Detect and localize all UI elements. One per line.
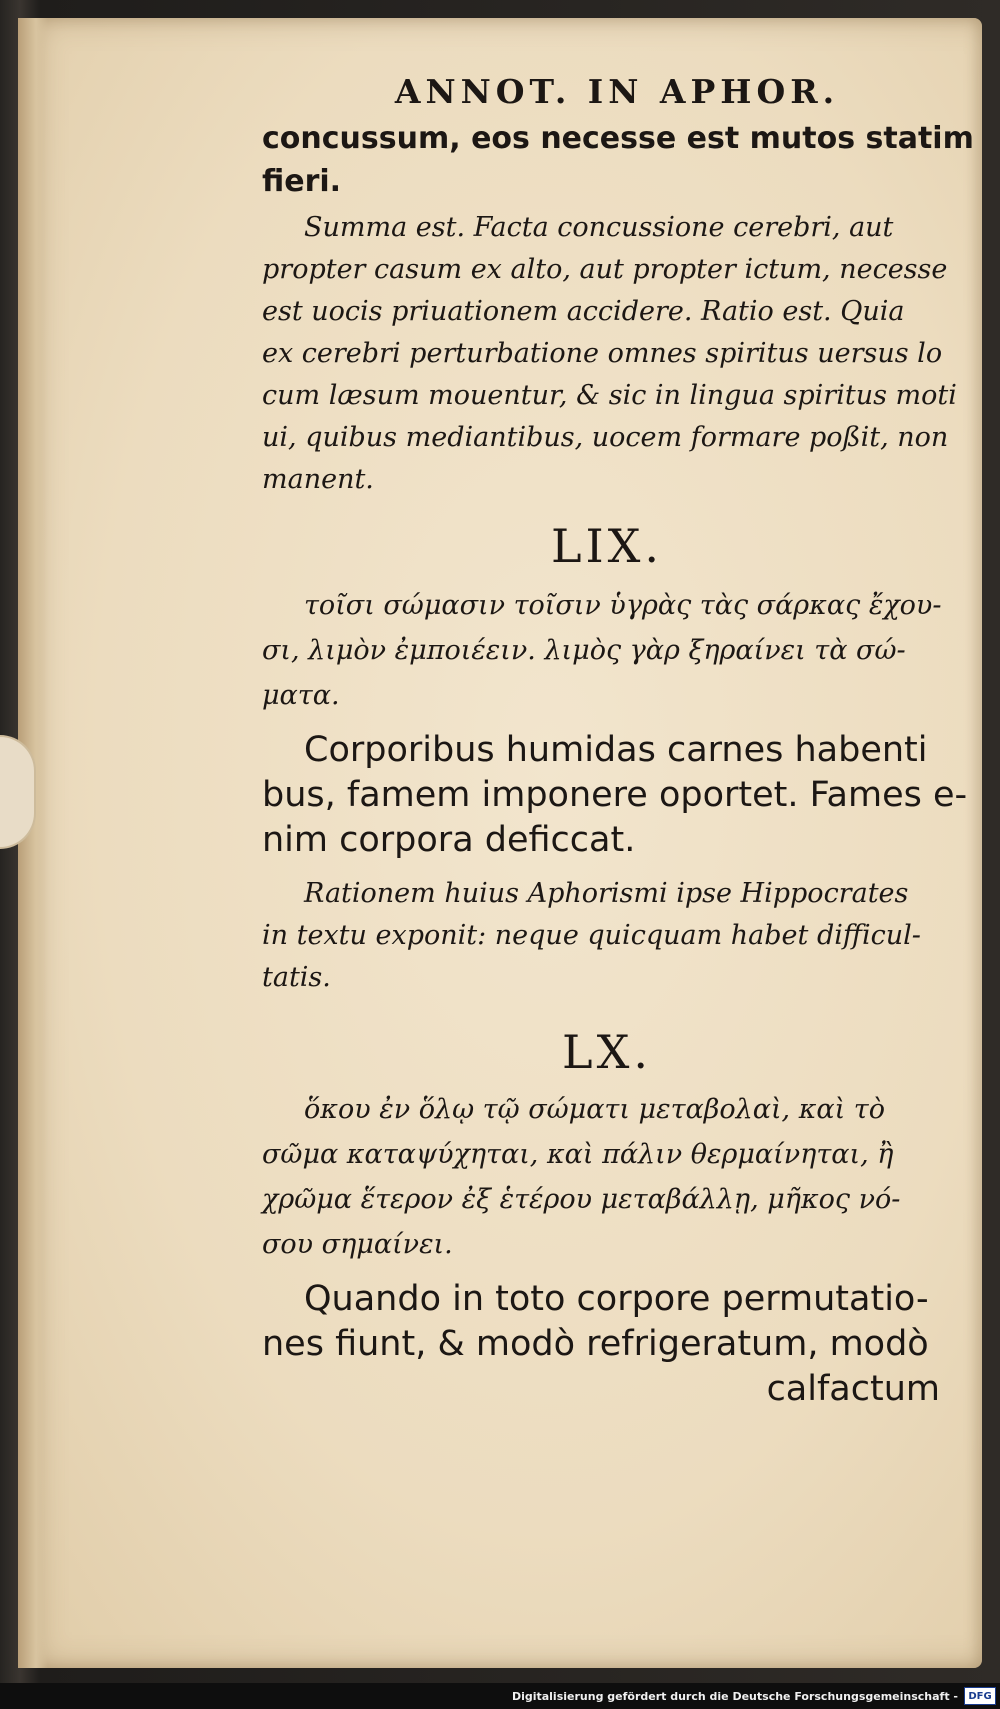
text-line: manent. xyxy=(262,464,374,495)
text-line: propter casum ex alto, aut propter ictum, necesse xyxy=(262,254,948,285)
text-line: Corporibus humidas carnes habenti xyxy=(304,730,928,770)
text-line: σι, λιμὸν ἐμποιέειν. λιμὸς γὰρ ξηραίνει τὰ σώ- xyxy=(262,635,906,666)
page-text xyxy=(262,72,974,1412)
text-line: τοῖσι σώμασιν τοῖσιν ὑγρὰς τὰς σάρκας ἔχου- xyxy=(304,590,942,621)
latin-translation-lix xyxy=(262,728,968,863)
digitization-footer xyxy=(0,1683,1000,1709)
text-line: Quando in toto corpore permutatio- xyxy=(304,1279,929,1319)
aphorism-number-lx: LX. xyxy=(562,1025,652,1079)
paragraph-concussum xyxy=(262,117,974,203)
text-line: nim corpora deficcat. xyxy=(262,820,636,860)
page-gutter xyxy=(18,18,48,1668)
text-line: tatis. xyxy=(262,962,331,993)
dfg-logo-icon: DFG xyxy=(964,1687,996,1705)
text-line: ὅκου ἐν ὅλῳ τῷ σώματι μεταβολαὶ, καὶ τὸ xyxy=(304,1094,886,1125)
greek-text-lx xyxy=(262,1087,952,1267)
text-line: bus, famem imponere oportet. Fames e- xyxy=(262,775,968,815)
text-line: σῶμα καταψύχηται, καὶ πάλιν θερμαίνηται, ἢ xyxy=(262,1139,894,1170)
text-line: χρῶμα ἕτερον ἐξ ἑτέρου μεταβάλλῃ, μῆκος νό- xyxy=(262,1184,901,1215)
text-line: ex cerebri perturbatione omnes spiritus uersus lo xyxy=(262,338,943,369)
catchword: calfactum xyxy=(766,1369,940,1409)
commentary-lix xyxy=(262,873,952,999)
book-clasp xyxy=(0,735,36,849)
text-line: cum læsum mouentur, & sic in lingua spiritus moti xyxy=(262,380,957,411)
text-line: ui, quibus mediantibus, uocem formare poßit, non xyxy=(262,422,949,453)
text-line: fieri. xyxy=(262,164,342,199)
footer-credit: Digitalisierung gefördert durch die Deutsche Forschungsgemeinschaft - xyxy=(511,1689,958,1703)
text-line: in textu exponit: neque quicquam habet difficul- xyxy=(262,920,921,951)
text-line: Rationem huius Aphorismi ipse Hippocrates xyxy=(304,878,909,909)
text-line: concussum, eos necesse est mutos statim xyxy=(262,121,974,156)
text-line: est uocis priuationem accidere. Ratio est. Quia xyxy=(262,296,905,327)
running-header: ANNOT. IN APHOR. xyxy=(394,72,840,111)
greek-text-lix xyxy=(262,583,952,718)
text-line: σου σημαίνει. xyxy=(262,1229,453,1260)
text-line: ματα. xyxy=(262,680,340,711)
aphorism-number-lix: LIX. xyxy=(550,519,664,573)
text-line: nes fiunt, & modò refrigeratum, modò xyxy=(262,1324,929,1364)
paragraph-summa xyxy=(262,207,957,501)
latin-translation-lx xyxy=(262,1277,952,1367)
text-line: Summa est. Facta concussione cerebri, aut xyxy=(304,212,894,243)
